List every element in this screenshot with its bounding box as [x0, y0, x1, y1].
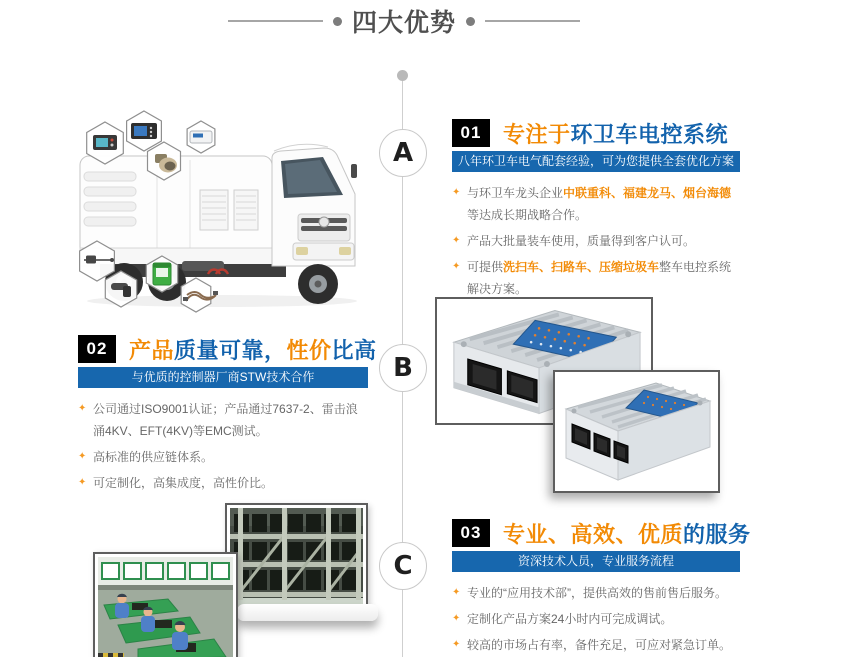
timeline-marker-a-label: A — [392, 138, 414, 168]
bullet-star-icon: ✦ — [78, 477, 87, 488]
bullet-text — [93, 402, 358, 438]
bullet-text — [467, 612, 672, 626]
header-left-dot-icon — [333, 17, 342, 26]
timeline-marker-b-label: B — [393, 353, 413, 383]
assembly-line-photo — [93, 552, 238, 657]
feature-01-header — [452, 118, 740, 148]
text-segment: 中联重科、福建龙马、烟台海德 — [563, 186, 732, 200]
display-ledge — [237, 604, 378, 621]
text-segment: 专业、高效、优质 — [503, 521, 684, 547]
bullet-star-icon: ✦ — [452, 639, 461, 650]
feature-03-header — [452, 518, 751, 548]
bullet-item — [452, 608, 740, 630]
bullet-star-icon: ✦ — [452, 613, 461, 624]
timeline-top-dot-icon — [397, 70, 408, 81]
controller-box-image-2 — [558, 375, 715, 488]
warehouse-racks-image — [230, 508, 363, 608]
text-segment: 定制化产品方案24小时内可完成调试。 — [467, 612, 673, 626]
bullet-star-icon: ✦ — [78, 451, 87, 462]
feature-02-header — [78, 334, 377, 364]
feature-02-number: 02 — [78, 335, 116, 363]
warehouse-racks-photo — [225, 503, 368, 613]
text-segment: 专业的“应用技术部”，提供高效的售前售后服务。 — [467, 586, 727, 600]
bullet-item — [78, 472, 368, 494]
text-segment: 较高的市场占有率，备件充足，可应对紧急订单。 — [467, 638, 732, 652]
feature-section-03 — [452, 518, 751, 657]
text-segment: 洗扫车、扫路车、压缩垃圾车 — [503, 260, 660, 274]
text-segment: 与环卫车龙头企业 — [467, 186, 564, 200]
text-segment: 产品大批量装车使用，质量得到客户认可。 — [467, 234, 696, 248]
feature-01-bullets — [452, 182, 740, 300]
text-segment: 质量可靠， — [174, 337, 287, 363]
text-segment: 公司通过ISO9001认证；产品通过7637-2、雷击浪涌4KV、EFT(4KV)等EMC测试。 — [93, 402, 358, 438]
bullet-item — [78, 398, 368, 442]
bullet-item — [452, 230, 740, 252]
bullet-text — [467, 586, 727, 600]
assembly-line-image — [98, 557, 233, 657]
green-module-icon — [153, 263, 171, 285]
bullet-text — [467, 638, 731, 652]
page-title: 四大优势 — [352, 9, 457, 37]
text-segment: 可定制化，高集成度，高性价比。 — [93, 476, 274, 490]
text-segment: 比高 — [331, 337, 377, 363]
feature-02-subtitle: 与优质的控制器厂商STW技术合作 — [78, 367, 368, 388]
text-segment: 等达成长期战略合作。 — [467, 208, 588, 222]
header-left-line — [228, 20, 323, 22]
feature-02-title — [129, 334, 377, 365]
bullet-text — [467, 260, 731, 296]
bullet-item — [452, 634, 740, 656]
timeline-marker-b — [379, 344, 427, 392]
display-screen-icon — [131, 123, 157, 139]
bullet-item — [78, 446, 368, 468]
bullet-item — [452, 182, 740, 226]
bullet-star-icon: ✦ — [452, 587, 461, 598]
bullet-text — [93, 476, 273, 490]
feature-section-01 — [452, 118, 740, 304]
feature-section-02 — [78, 334, 377, 498]
header-right-dot-icon — [466, 17, 475, 26]
feature-03-number: 03 — [452, 519, 490, 547]
truck-illustration — [62, 98, 372, 315]
text-segment: 性价 — [286, 337, 332, 363]
timeline-marker-a — [379, 129, 427, 177]
controller-photos — [433, 293, 728, 501]
text-segment: 整车电控系统解决方案。 — [467, 260, 732, 296]
timeline-marker-c-label: C — [393, 551, 413, 581]
control-panel-icon — [93, 135, 117, 150]
bullet-item — [452, 582, 740, 604]
bullet-text — [467, 186, 731, 222]
factory-photos — [90, 500, 385, 657]
bullet-star-icon: ✦ — [452, 235, 461, 246]
controller-box-icon — [190, 131, 212, 143]
text-segment: 专注于 — [503, 121, 571, 147]
text-segment: 产品 — [129, 337, 175, 363]
sanitation-truck-image — [62, 98, 372, 315]
bullet-text — [467, 234, 695, 248]
feature-02-bullets — [78, 398, 368, 494]
text-segment: 环卫车电控系统 — [570, 121, 729, 147]
feature-01-number: 01 — [452, 119, 490, 147]
header-right-line — [485, 20, 580, 22]
feature-03-bullets — [452, 582, 740, 656]
text-segment: 的服务 — [683, 521, 751, 547]
feature-01-title — [503, 118, 728, 149]
bullet-star-icon: ✦ — [452, 261, 461, 272]
controller-photo-2 — [553, 370, 720, 493]
feature-01-subtitle: 八年环卫车电气配套经验，可为您提供全套优化方案 — [452, 151, 740, 172]
bullet-text — [93, 450, 213, 464]
section-header — [228, 6, 580, 36]
feature-03-subtitle: 资深技术人员，专业服务流程 — [452, 551, 740, 572]
text-segment: 可提供 — [467, 260, 504, 274]
bullet-star-icon: ✦ — [78, 403, 87, 414]
timeline-marker-c — [379, 542, 427, 590]
bullet-star-icon: ✦ — [452, 187, 461, 198]
text-segment: 高标准的供应链体系。 — [93, 450, 214, 464]
feature-03-title — [503, 518, 751, 549]
